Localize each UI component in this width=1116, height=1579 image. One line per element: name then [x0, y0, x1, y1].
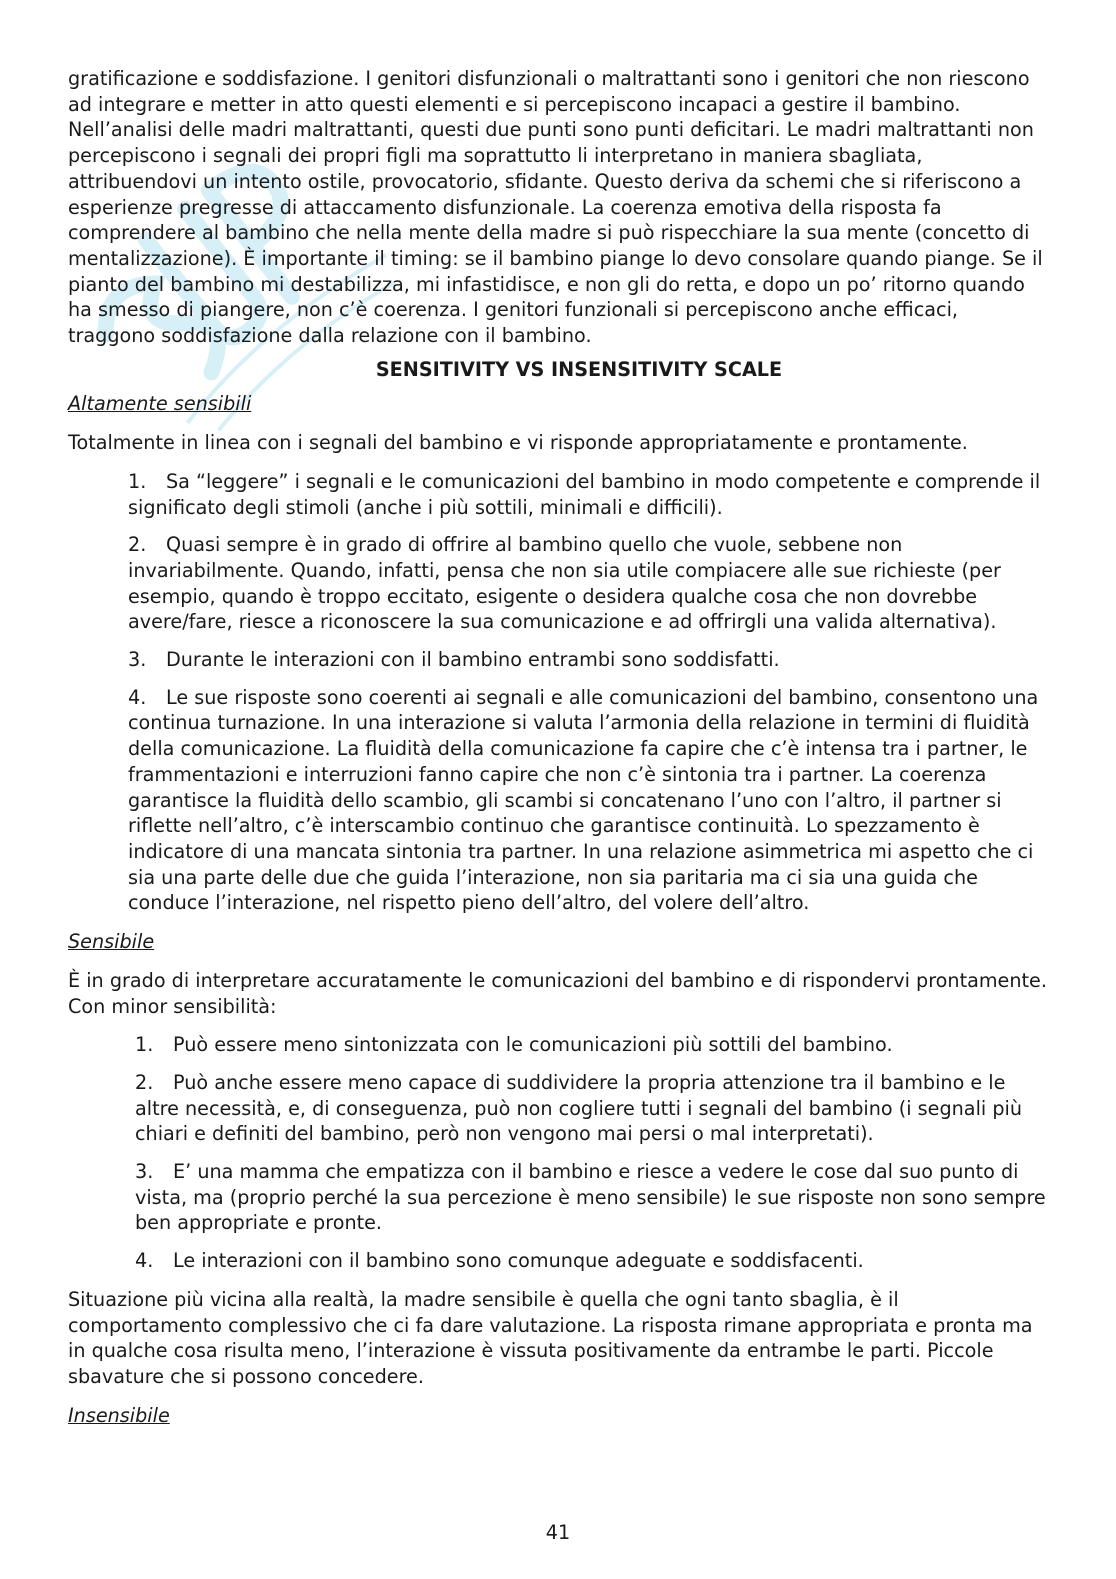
- list-number: 4.: [135, 1249, 154, 1273]
- list-item: [128, 532, 1050, 635]
- list-text: Le sue risposte sono coerenti ai segnali e alle comunicazioni del bambino, consentono una continua turnazione. In una interazione si valuta l’armonia della relazione in termini di fluidità della comunicazione. La fluidità della comunicazione fa capire che c’è intensa tra i partner, le frammentazioni e interruzioni fanno capire che non c’è sintonia tra i partner. La coerenza garantisce la fluidità dello scambio, gli scambi si concatenano l’uno con l’altro, il partner si riflette nell’altro, c’è interscambio continuo che garantisce continuità. Lo spezzamento è indicatore di una mancata sintonia tra partner. In una relazione asimmetrica mi aspetto che ci sia una parte delle due che guida l’interazione, non sia paritaria ma ci sia una guida che conduce l’interazione, nel rispetto pieno dell’altro, del volere dell’altro.: [128, 685, 1039, 915]
- subheading-highly-sensitive: Altamente sensibili: [68, 392, 252, 416]
- sensitive-list: [68, 1032, 1050, 1274]
- section-title: SENSITIVITY VS INSENSITIVITY SCALE: [375, 357, 783, 381]
- sensitive-note: Situazione più vicina alla realtà, la madre sensibile è quella che ogni tanto sbaglia, è il comportamento complessivo che ci fa dare valutazione. La risposta rimane appropriata e pronta ma in qualche cosa risulta meno, l’interazione è vissuta positivamente da entrambe le parti. Piccole sbavature che si possono concedere.: [68, 1287, 1033, 1388]
- list-text: Può anche essere meno capace di suddividere la propria attenzione tra il bambino e le altre necessità, e, di conseguenza, può non cogliere tutti i segnali del bambino (i segnali più chiari e definiti del bambino, però non vengono mai persi o mal interpretati).: [135, 1070, 1022, 1146]
- list-number: 1.: [135, 1033, 154, 1057]
- intro-paragraph: gratificazione e soddisfazione. I genitori disfunzionali o maltrattanti sono i genitori che non riescono ad integrare e metter in atto questi elementi e si percepiscono incapaci a gestire il bambino. Nell’analisi delle madri maltrattanti, questi due punti sono punti deficitari. Le madri maltrattanti non percepiscono i segnali dei propri figli ma soprattutto li interpretano in maniera sbagliata, attribuendovi un intento ostile, provocatorio, sfidante. Questo deriva da schemi che si riferiscono a esperienze pregresse di attaccamento disfunzionale. La coerenza emotiva della risposta fa comprendere al bambino che nella mente della madre si può rispecchiare la sua mente (concetto di mentalizzazione). È importante il timing: se il bambino piange lo devo consolare quando piange. Se il pianto del bambino mi destabilizza, mi infastidisce, e non gli do retta, e dopo un po’ ritorno quando ha smesso di piangere, non c’è coerenza. I genitori funzionali si percepiscono anche efficaci, traggono soddisfazione dalla relazione con il bambino.: [68, 67, 1043, 348]
- subheading-insensitive: Insensibile: [68, 1403, 170, 1427]
- subheading-sensitive: Sensibile: [68, 930, 155, 954]
- highly-sensitive-list: [68, 469, 1050, 916]
- list-text: Durante le interazioni con il bambino entrambi sono soddisfatti.: [166, 648, 780, 672]
- list-item: [128, 647, 1050, 673]
- highly-sensitive-description: Totalmente in linea con i segnali del bambino e vi risponde appropriatamente e prontamente.: [68, 431, 968, 455]
- list-number: 3.: [128, 648, 147, 672]
- list-text: E’ una mamma che empatizza con il bambino e riesce a vedere le cose dal suo punto di vista, ma (proprio perché la sua percezione è meno sensibile) le sue risposte non sono sempre ben appropriate e pronte.: [135, 1160, 1046, 1235]
- list-item: [135, 1159, 1050, 1236]
- list-item: [135, 1032, 1050, 1058]
- list-item: [135, 1070, 1050, 1147]
- page-content: [68, 66, 1050, 1441]
- list-text: Quasi sempre è in grado di offrire al bambino quello che vuole, sebbene non invariabilmente. Quando, infatti, pensa che non sia utile compiacere alle sue richieste (per esempio, quando è troppo eccitato, esigente o desidera qualche cosa che non dovrebbe avere/fare, riesce a riconoscere la sua comunicazione e ad offrirgli una valida alternativa).: [128, 533, 1001, 634]
- list-number: 2.: [128, 533, 147, 557]
- list-number: 4.: [128, 685, 147, 709]
- list-text: Le interazioni con il bambino sono comunque adeguate e soddisfacenti.: [173, 1249, 864, 1273]
- list-text: Sa “leggere” i segnali e le comunicazioni del bambino in modo competente e comprende il significato degli stimoli (anche i più sottili, minimali e difficili).: [128, 469, 1041, 519]
- list-number: 1.: [128, 469, 147, 493]
- list-item: [128, 469, 1050, 520]
- list-text: Può essere meno sintonizzata con le comunicazioni più sottili del bambino.: [173, 1033, 893, 1057]
- list-item: [135, 1248, 1050, 1274]
- page-number: 41: [545, 1521, 571, 1544]
- list-number: 2.: [135, 1070, 154, 1094]
- list-number: 3.: [135, 1160, 154, 1184]
- sensitive-description: È in grado di interpretare accuratamente le comunicazioni del bambino e di rispondervi prontamente. Con minor sensibilità:: [68, 968, 1047, 1018]
- list-item: [128, 685, 1050, 916]
